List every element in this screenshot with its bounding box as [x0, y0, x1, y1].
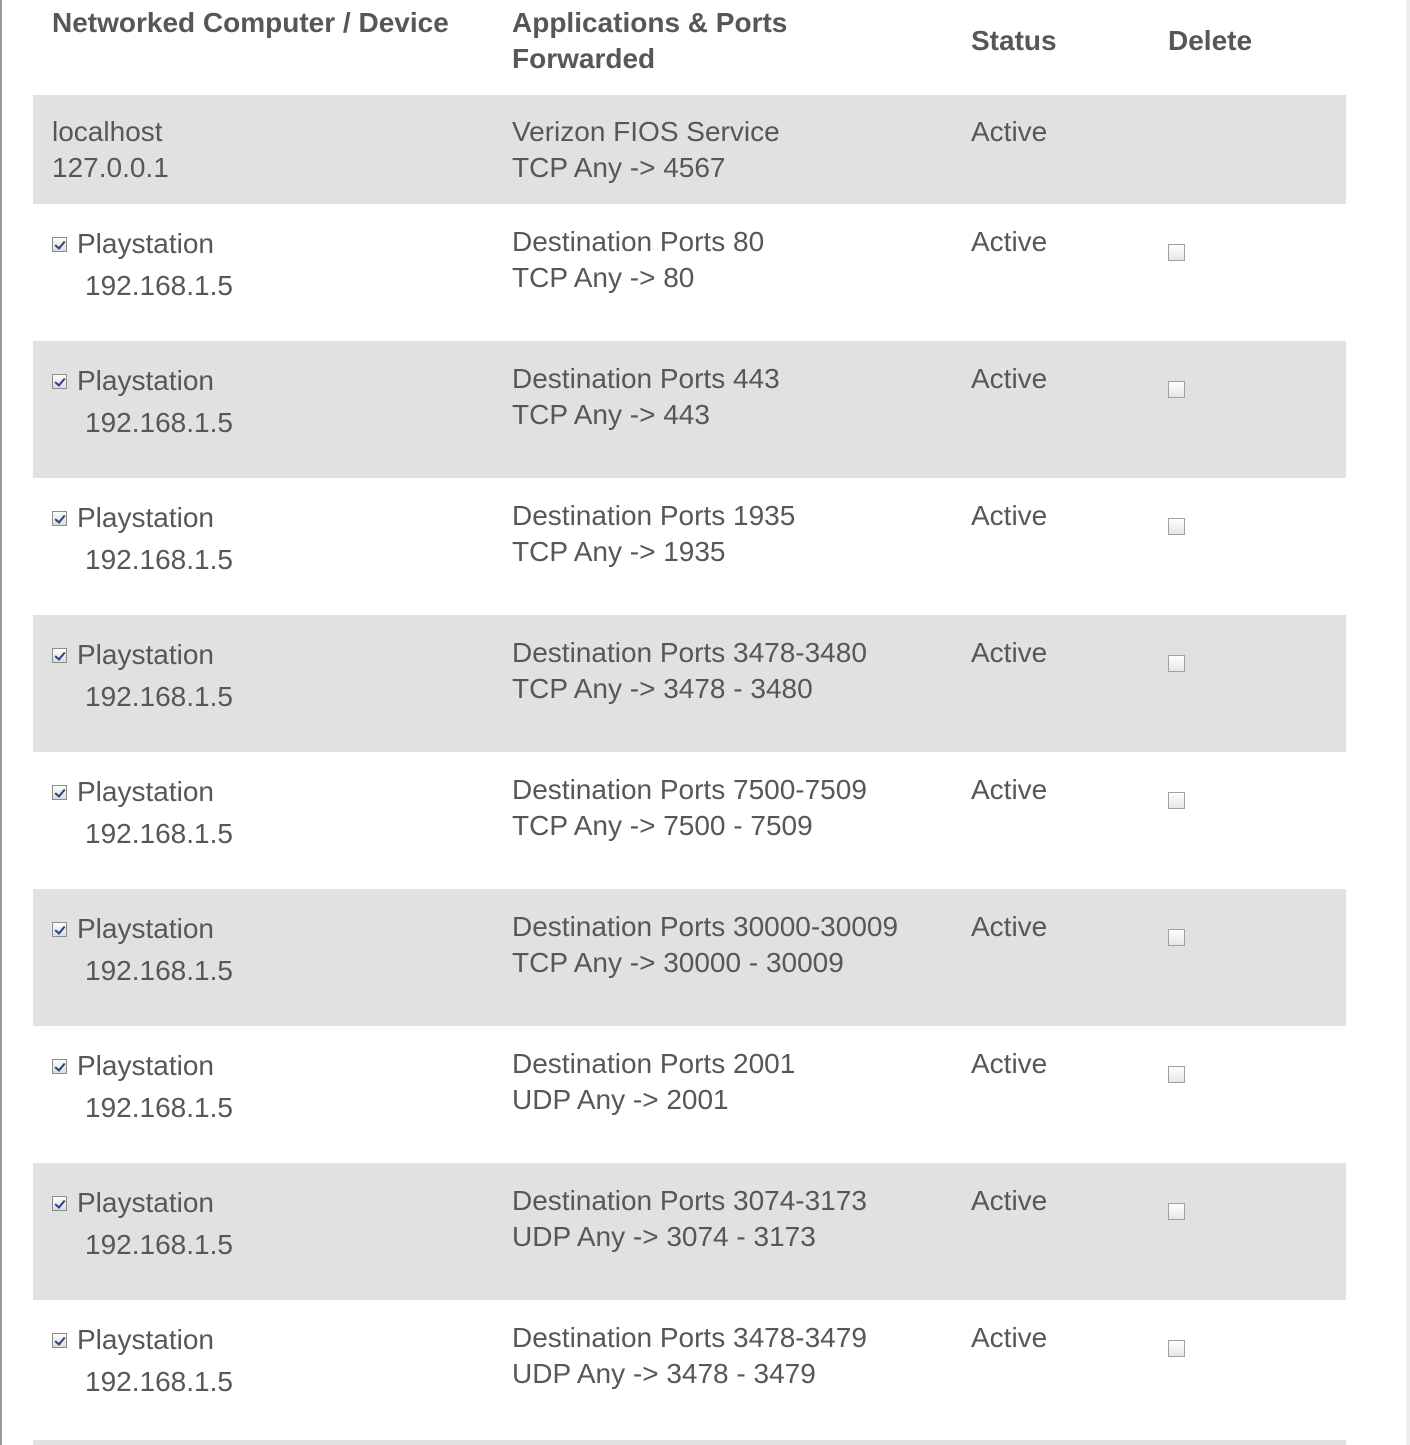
application-cell — [512, 224, 764, 296]
table-row — [33, 1163, 1346, 1300]
header-delete: Delete — [1168, 25, 1253, 56]
device-ip: 192.168.1.5 — [85, 1092, 233, 1123]
header-status: Status — [971, 25, 1057, 56]
application-rule: TCP Any -> 30000 - 30009 — [512, 947, 844, 978]
status-text: Active — [971, 774, 1048, 805]
delete-cell — [1168, 233, 1185, 269]
application-cell — [512, 635, 867, 707]
next-row-edge — [33, 1440, 1346, 1445]
header-applications: Applications & Ports Forwarded — [512, 7, 788, 74]
delete-cell — [1168, 1055, 1185, 1091]
status-text: Active — [971, 226, 1048, 257]
device-cell — [52, 1185, 233, 1263]
application-name: Destination Ports 30000-30009 — [512, 911, 899, 942]
header-device: Networked Computer / Device — [52, 7, 449, 38]
application-rule: TCP Any -> 443 — [512, 399, 710, 430]
application-rule: TCP Any -> 1935 — [512, 536, 726, 567]
application-name: Destination Ports 3478-3479 — [512, 1322, 867, 1353]
status-text: Active — [971, 1048, 1048, 1079]
status-text: Active — [971, 116, 1048, 147]
delete-rule-checkbox[interactable] — [1168, 792, 1185, 809]
enable-rule-checkbox[interactable] — [52, 648, 67, 663]
application-name: Destination Ports 1935 — [512, 500, 796, 531]
port-forwarding-table — [33, 95, 1346, 1437]
device-name: Playstation — [77, 1050, 214, 1081]
delete-rule-checkbox[interactable] — [1168, 381, 1185, 398]
delete-rule-checkbox[interactable] — [1168, 655, 1185, 672]
device-ip: 127.0.0.1 — [52, 152, 169, 183]
table-row — [33, 615, 1346, 752]
table-header — [33, 0, 1346, 95]
application-rule: TCP Any -> 7500 - 7509 — [512, 810, 813, 841]
device-cell — [52, 637, 233, 715]
application-cell — [512, 1046, 795, 1118]
status-text: Active — [971, 911, 1048, 942]
delete-rule-checkbox[interactable] — [1168, 1340, 1185, 1357]
delete-cell — [1168, 918, 1185, 954]
device-ip: 192.168.1.5 — [85, 818, 233, 849]
device-name: Playstation — [77, 1324, 214, 1355]
application-name: Destination Ports 2001 — [512, 1048, 796, 1079]
table-row — [33, 1300, 1346, 1437]
enable-rule-checkbox[interactable] — [52, 1333, 67, 1348]
application-cell — [512, 114, 780, 186]
table-row — [33, 478, 1346, 615]
device-ip: 192.168.1.5 — [85, 407, 233, 438]
device-cell — [52, 114, 169, 186]
delete-cell — [1168, 781, 1185, 817]
application-name: Destination Ports 443 — [512, 363, 780, 394]
application-cell — [512, 498, 795, 570]
status-text: Active — [971, 363, 1048, 394]
enable-rule-checkbox[interactable] — [52, 1059, 67, 1074]
table-row — [33, 752, 1346, 889]
device-cell — [52, 363, 233, 441]
application-name: Destination Ports 3074-3173 — [512, 1185, 867, 1216]
application-name: Destination Ports 3478-3480 — [512, 637, 867, 668]
device-ip: 192.168.1.5 — [85, 681, 233, 712]
application-cell — [512, 772, 867, 844]
delete-rule-checkbox[interactable] — [1168, 929, 1185, 946]
device-name: localhost — [52, 116, 163, 147]
application-cell — [512, 909, 898, 981]
device-cell — [52, 911, 233, 989]
device-name: Playstation — [77, 913, 214, 944]
table-row — [33, 1026, 1346, 1163]
application-name: Verizon FIOS Service — [512, 116, 780, 147]
delete-cell — [1168, 1192, 1185, 1228]
table-row — [33, 341, 1346, 478]
delete-rule-checkbox[interactable] — [1168, 244, 1185, 261]
device-cell — [52, 1048, 233, 1126]
device-name: Playstation — [77, 228, 214, 259]
device-name: Playstation — [77, 776, 214, 807]
device-ip: 192.168.1.5 — [85, 955, 233, 986]
device-ip: 192.168.1.5 — [85, 1366, 233, 1397]
enable-rule-checkbox[interactable] — [52, 785, 67, 800]
delete-cell — [1168, 507, 1185, 543]
status-text: Active — [971, 1322, 1048, 1353]
application-cell — [512, 1320, 867, 1392]
device-ip: 192.168.1.5 — [85, 1229, 233, 1260]
application-cell — [512, 1183, 867, 1255]
device-ip: 192.168.1.5 — [85, 544, 233, 575]
status-text: Active — [971, 637, 1048, 668]
application-rule: UDP Any -> 3478 - 3479 — [512, 1358, 816, 1389]
application-rule: TCP Any -> 80 — [512, 262, 695, 293]
application-rule: UDP Any -> 3074 - 3173 — [512, 1221, 816, 1252]
enable-rule-checkbox[interactable] — [52, 511, 67, 526]
device-cell — [52, 226, 233, 304]
device-name: Playstation — [77, 639, 214, 670]
table-row — [33, 204, 1346, 341]
delete-rule-checkbox[interactable] — [1168, 518, 1185, 535]
delete-rule-checkbox[interactable] — [1168, 1066, 1185, 1083]
enable-rule-checkbox[interactable] — [52, 237, 67, 252]
delete-cell — [1168, 370, 1185, 406]
status-text: Active — [971, 500, 1048, 531]
device-name: Playstation — [77, 365, 214, 396]
application-rule: TCP Any -> 4567 — [512, 152, 726, 183]
delete-cell — [1168, 644, 1185, 680]
enable-rule-checkbox[interactable] — [52, 374, 67, 389]
application-name: Destination Ports 7500-7509 — [512, 774, 867, 805]
enable-rule-checkbox[interactable] — [52, 1196, 67, 1211]
delete-rule-checkbox[interactable] — [1168, 1203, 1185, 1220]
enable-rule-checkbox[interactable] — [52, 922, 67, 937]
delete-cell — [1168, 1329, 1185, 1365]
application-rule: TCP Any -> 3478 - 3480 — [512, 673, 813, 704]
device-cell — [52, 500, 233, 578]
scroll-edge — [1406, 0, 1410, 1445]
device-cell — [52, 774, 233, 852]
application-name: Destination Ports 80 — [512, 226, 765, 257]
status-text: Active — [971, 1185, 1048, 1216]
device-cell — [52, 1322, 233, 1400]
table-row-localhost — [33, 95, 1346, 204]
device-ip: 192.168.1.5 — [85, 270, 233, 301]
device-name: Playstation — [77, 502, 214, 533]
application-rule: UDP Any -> 2001 — [512, 1084, 729, 1115]
device-name: Playstation — [77, 1187, 214, 1218]
table-row — [33, 889, 1346, 1026]
application-cell — [512, 361, 780, 433]
